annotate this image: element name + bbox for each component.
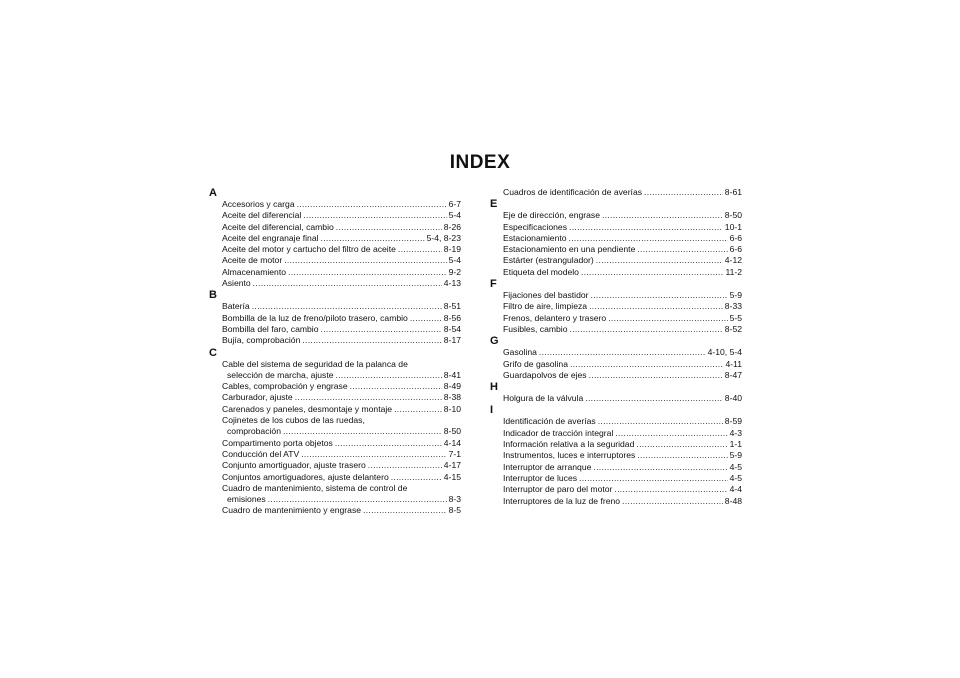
index-entry bbox=[497, 450, 742, 461]
dot-leader bbox=[391, 472, 442, 483]
index-entry bbox=[497, 233, 742, 244]
entry-line bbox=[503, 393, 742, 404]
dot-leader bbox=[301, 449, 446, 460]
page-reference: 8-54 bbox=[443, 323, 461, 334]
entry-text: Cojinetes de los cubos de las ruedas, bbox=[222, 415, 365, 426]
index-entry bbox=[497, 301, 742, 312]
entry-text: Frenos, delantero y trasero bbox=[503, 312, 607, 323]
section-letter: I bbox=[490, 404, 494, 417]
dot-leader bbox=[589, 301, 723, 312]
entry-line bbox=[503, 439, 742, 450]
dot-leader bbox=[569, 222, 723, 233]
entry-text: Cuadro de mantenimiento y engrase bbox=[222, 505, 362, 516]
entry-line bbox=[503, 370, 742, 381]
section-letter: G bbox=[490, 335, 499, 348]
dot-leader bbox=[579, 473, 728, 484]
dot-leader bbox=[569, 324, 722, 335]
index-entry bbox=[497, 222, 742, 233]
index-entry bbox=[497, 370, 742, 381]
index-column-left bbox=[209, 187, 461, 517]
index-entry bbox=[497, 439, 742, 450]
page-reference: 8-40 bbox=[724, 393, 742, 404]
index-entry bbox=[216, 359, 461, 382]
entry-text: Cuadro de mantenimiento, sistema de control de bbox=[222, 482, 408, 493]
entry-text: Bombilla del faro, cambio bbox=[222, 323, 319, 334]
dot-leader bbox=[589, 370, 723, 381]
page-reference: 10-1 bbox=[724, 221, 742, 232]
entry-line bbox=[222, 404, 461, 415]
entry-text: Compartimento porta objetos bbox=[222, 437, 333, 448]
entry-line bbox=[222, 278, 461, 289]
index-entry bbox=[216, 278, 461, 289]
page-reference: 4-10, 5-4 bbox=[707, 347, 742, 358]
entry-line bbox=[503, 462, 742, 473]
page-reference: 4-11 bbox=[725, 358, 742, 369]
entry-line bbox=[503, 187, 742, 198]
entry-text: Cables, comprobación y engrase bbox=[222, 381, 348, 392]
entry-line bbox=[222, 392, 461, 403]
entry-text: Aceite de motor bbox=[222, 255, 283, 266]
index-entry bbox=[497, 187, 742, 198]
page-reference: 11-2 bbox=[725, 266, 742, 277]
section-letter: F bbox=[490, 278, 497, 291]
index-entry bbox=[216, 210, 461, 221]
entry-text: Aceite del engranaje final bbox=[222, 232, 319, 243]
entry-text-continued: emisiones bbox=[227, 494, 266, 505]
entry-text: Asiento bbox=[222, 278, 251, 289]
entry-text-continued: comprobación bbox=[227, 426, 281, 437]
page-reference: 8-17 bbox=[443, 335, 461, 346]
page-reference: 5-4 bbox=[448, 210, 461, 221]
page-reference: 8-48 bbox=[724, 495, 742, 506]
index-entry bbox=[216, 335, 461, 346]
page-reference: 8-26 bbox=[443, 221, 461, 232]
page-reference: 8-50 bbox=[724, 210, 742, 221]
index-entry bbox=[497, 267, 742, 278]
dot-leader bbox=[614, 484, 727, 495]
entry-text: Guardapolvos de ejes bbox=[503, 369, 587, 380]
entry-line bbox=[222, 460, 461, 471]
entry-line bbox=[222, 426, 461, 437]
entry-line bbox=[503, 210, 742, 221]
entry-text: Cuadros de identificación de averías bbox=[503, 187, 643, 197]
entry-line bbox=[222, 244, 461, 255]
page-reference: 5-4, 8-23 bbox=[426, 232, 461, 243]
dot-leader bbox=[336, 222, 442, 233]
dot-leader bbox=[636, 439, 727, 450]
entry-text: Indicador de tracción integral bbox=[503, 427, 614, 438]
entry-line bbox=[503, 324, 742, 335]
page-reference: 5-9 bbox=[729, 450, 742, 461]
entry-text: Bujía, comprobación bbox=[222, 335, 301, 346]
index-entry bbox=[216, 449, 461, 460]
entry-text: Especificaciones bbox=[503, 221, 568, 232]
entry-text: Cable del sistema de seguridad de la palanca de bbox=[222, 358, 408, 369]
dot-leader bbox=[283, 426, 442, 437]
entry-text: Conducción del ATV bbox=[222, 448, 300, 459]
dot-leader bbox=[581, 267, 723, 278]
entry-text: Grifo de gasolina bbox=[503, 358, 568, 369]
section-letter: H bbox=[490, 381, 498, 394]
entry-text: Fusibles, cambio bbox=[503, 323, 568, 334]
dot-leader bbox=[363, 505, 447, 516]
index-entry bbox=[497, 416, 742, 427]
entry-text: Gasolina bbox=[503, 347, 537, 358]
entry-line bbox=[503, 428, 742, 439]
index-entry bbox=[216, 415, 461, 438]
dot-leader bbox=[252, 301, 442, 312]
dot-leader bbox=[539, 347, 706, 358]
entry-line bbox=[222, 438, 461, 449]
dot-leader bbox=[593, 462, 727, 473]
dot-leader bbox=[591, 290, 728, 301]
page-reference: 6-6 bbox=[729, 232, 742, 243]
index-entry bbox=[216, 301, 461, 312]
entry-line bbox=[503, 347, 742, 358]
entry-text: Conjunto amortiguador, ajuste trasero bbox=[222, 460, 366, 471]
dot-leader bbox=[608, 313, 727, 324]
page-reference: 4-3 bbox=[729, 427, 742, 438]
entry-text: Etiqueta del modelo bbox=[503, 266, 579, 277]
index-entry bbox=[497, 496, 742, 507]
page-reference: 4-5 bbox=[729, 472, 742, 483]
page-reference: 4-5 bbox=[729, 461, 742, 472]
index-entry bbox=[497, 244, 742, 255]
entry-text: Aceite del diferencial, cambio bbox=[222, 221, 334, 232]
page-reference: 5-5 bbox=[729, 312, 742, 323]
page-reference: 8-3 bbox=[448, 494, 461, 505]
index-entry bbox=[216, 483, 461, 506]
page-reference: 9-2 bbox=[448, 266, 461, 277]
page-reference: 4-12 bbox=[724, 255, 742, 266]
entry-line bbox=[222, 370, 461, 381]
dot-leader bbox=[321, 324, 442, 335]
entry-line bbox=[503, 233, 742, 244]
entry-text: Carburador, ajuste bbox=[222, 392, 293, 403]
page-reference: 8-51 bbox=[443, 301, 461, 312]
dot-leader bbox=[394, 404, 442, 415]
index-entry bbox=[216, 472, 461, 483]
index-entry bbox=[497, 313, 742, 324]
index-entry bbox=[216, 460, 461, 471]
index-entry bbox=[216, 438, 461, 449]
index-entry bbox=[216, 392, 461, 403]
page-reference: 8-33 bbox=[724, 301, 742, 312]
entry-line bbox=[503, 244, 742, 255]
entry-line bbox=[222, 381, 461, 392]
entry-line bbox=[222, 494, 461, 505]
index-entry bbox=[497, 393, 742, 404]
dot-leader bbox=[288, 267, 447, 278]
entry-line bbox=[222, 222, 461, 233]
dot-leader bbox=[602, 210, 723, 221]
page-reference: 8-5 bbox=[448, 505, 461, 516]
page-reference: 8-50 bbox=[443, 426, 461, 437]
entry-text: Interruptores de la luz de freno bbox=[503, 495, 621, 506]
section-letter: E bbox=[490, 198, 498, 211]
entry-text-continued: selección de marcha, ajuste bbox=[227, 369, 334, 380]
page-reference: 8-19 bbox=[443, 244, 461, 255]
dot-leader bbox=[569, 233, 728, 244]
page-reference: 4-13 bbox=[443, 278, 461, 289]
dot-leader bbox=[622, 496, 723, 507]
entry-text: Filtro de aire, limpieza bbox=[503, 301, 588, 312]
entry-line bbox=[503, 255, 742, 266]
page-reference: 4-17 bbox=[443, 460, 461, 471]
entry-line bbox=[222, 505, 461, 516]
section-letter: A bbox=[209, 187, 217, 199]
dot-leader bbox=[644, 187, 723, 198]
page-reference: 4-14 bbox=[443, 437, 461, 448]
index-entry bbox=[497, 473, 742, 484]
index-entry bbox=[216, 267, 461, 278]
dot-leader bbox=[368, 460, 442, 471]
dot-leader bbox=[303, 210, 446, 221]
index-entry bbox=[497, 290, 742, 301]
entry-text: Almacenamiento bbox=[222, 266, 287, 277]
dot-leader bbox=[321, 233, 425, 244]
index-entry bbox=[497, 210, 742, 221]
entry-text: Batería bbox=[222, 301, 250, 312]
index-entry bbox=[497, 347, 742, 358]
index-entry bbox=[497, 484, 742, 495]
index-entry bbox=[216, 233, 461, 244]
entry-text: Aceite del motor y cartucho del filtro de aceite bbox=[222, 244, 396, 255]
entry-line bbox=[503, 484, 742, 495]
entry-line bbox=[222, 301, 461, 312]
entry-line bbox=[503, 450, 742, 461]
page-reference: 8-49 bbox=[443, 381, 461, 392]
entry-text: Estárter (estrangulador) bbox=[503, 255, 594, 266]
page-reference: 8-41 bbox=[443, 369, 461, 380]
dot-leader bbox=[253, 278, 442, 289]
entry-text: Instrumentos, luces e interruptores bbox=[503, 450, 636, 461]
entry-text: Estacionamiento en una pendiente bbox=[503, 244, 636, 255]
entry-line bbox=[222, 233, 461, 244]
page-reference: 7-1 bbox=[448, 448, 461, 459]
entry-line bbox=[503, 290, 742, 301]
entry-line bbox=[503, 313, 742, 324]
dot-leader bbox=[284, 255, 446, 266]
entry-text: Identificación de averías bbox=[503, 416, 596, 427]
entry-text: Estacionamiento bbox=[503, 232, 567, 243]
dot-leader bbox=[268, 494, 447, 505]
dot-leader bbox=[596, 255, 723, 266]
entry-text: Interruptor de luces bbox=[503, 472, 578, 483]
page-reference: 4-4 bbox=[729, 484, 742, 495]
page-reference: 8-52 bbox=[724, 323, 742, 334]
page-reference: 8-47 bbox=[724, 369, 742, 380]
entry-line bbox=[503, 359, 742, 370]
entry-line bbox=[222, 267, 461, 278]
entry-text: Interruptor de paro del motor bbox=[503, 484, 613, 495]
index-entry bbox=[216, 244, 461, 255]
page-reference: 8-56 bbox=[443, 312, 461, 323]
page-reference: 1-1 bbox=[729, 439, 742, 450]
page-reference: 5-4 bbox=[448, 255, 461, 266]
entry-text: Fijaciones del bastidor bbox=[503, 290, 589, 301]
dot-leader bbox=[410, 313, 442, 324]
page-reference: 6-6 bbox=[729, 244, 742, 255]
page-reference: 5-9 bbox=[729, 290, 742, 301]
entry-line bbox=[222, 324, 461, 335]
dot-leader bbox=[570, 359, 723, 370]
index-entry bbox=[497, 324, 742, 335]
entry-line bbox=[222, 472, 461, 483]
dot-leader bbox=[350, 381, 442, 392]
entry-line bbox=[222, 313, 461, 324]
entry-line bbox=[222, 199, 461, 210]
entry-text: Carenados y paneles, desmontaje y montaje bbox=[222, 403, 393, 414]
dot-leader bbox=[637, 450, 727, 461]
entry-text: Aceite del diferencial bbox=[222, 210, 302, 221]
entry-text: Holgura de la válvula bbox=[503, 393, 584, 404]
dot-leader bbox=[335, 438, 442, 449]
entry-text: Accesorios y carga bbox=[222, 199, 295, 209]
entry-line bbox=[503, 267, 742, 278]
entry-line bbox=[222, 335, 461, 346]
index-entry bbox=[216, 255, 461, 266]
page-reference: 8-59 bbox=[724, 416, 742, 427]
entry-line bbox=[503, 473, 742, 484]
section-letter: C bbox=[209, 346, 217, 359]
entry-line bbox=[222, 449, 461, 460]
dot-leader bbox=[297, 199, 447, 210]
page-reference: 4-15 bbox=[443, 471, 461, 482]
page-title: INDEX bbox=[449, 152, 511, 173]
index-entry bbox=[497, 462, 742, 473]
entry-line bbox=[222, 210, 461, 221]
index-entry bbox=[216, 324, 461, 335]
entry-line bbox=[222, 255, 461, 266]
index-entry bbox=[497, 359, 742, 370]
index-entry bbox=[216, 313, 461, 324]
entry-text: Bombilla de la luz de freno/piloto trasero, cambio bbox=[222, 312, 408, 323]
index-entry bbox=[216, 505, 461, 516]
entry-line bbox=[503, 222, 742, 233]
index-entry bbox=[216, 404, 461, 415]
entry-text: Conjuntos amortiguadores, ajuste delantero bbox=[222, 471, 389, 482]
index-column-right bbox=[490, 187, 742, 507]
dot-leader bbox=[398, 244, 442, 255]
page-reference: 8-38 bbox=[443, 392, 461, 403]
dot-leader bbox=[585, 393, 723, 404]
index-entry bbox=[216, 199, 461, 210]
entry-text: Información relativa a la seguridad bbox=[503, 439, 635, 450]
page-reference: 8-10 bbox=[443, 403, 461, 414]
dot-leader bbox=[336, 370, 442, 381]
dot-leader bbox=[302, 335, 441, 346]
entry-text: Eje de dirección, engrase bbox=[503, 210, 600, 221]
page-reference: 6-7 bbox=[448, 199, 461, 209]
entry-line bbox=[503, 496, 742, 507]
index-entry bbox=[216, 222, 461, 233]
dot-leader bbox=[598, 416, 723, 427]
section-letter: B bbox=[209, 289, 217, 302]
dot-leader bbox=[615, 428, 727, 439]
index-entry bbox=[497, 255, 742, 266]
dot-leader bbox=[295, 392, 442, 403]
page-reference: 8-61 bbox=[724, 187, 742, 197]
entry-text: Interruptor de arranque bbox=[503, 461, 592, 472]
dot-leader bbox=[637, 244, 727, 255]
index-entry bbox=[216, 381, 461, 392]
entry-line bbox=[503, 416, 742, 427]
index-entry bbox=[497, 428, 742, 439]
entry-line bbox=[503, 301, 742, 312]
